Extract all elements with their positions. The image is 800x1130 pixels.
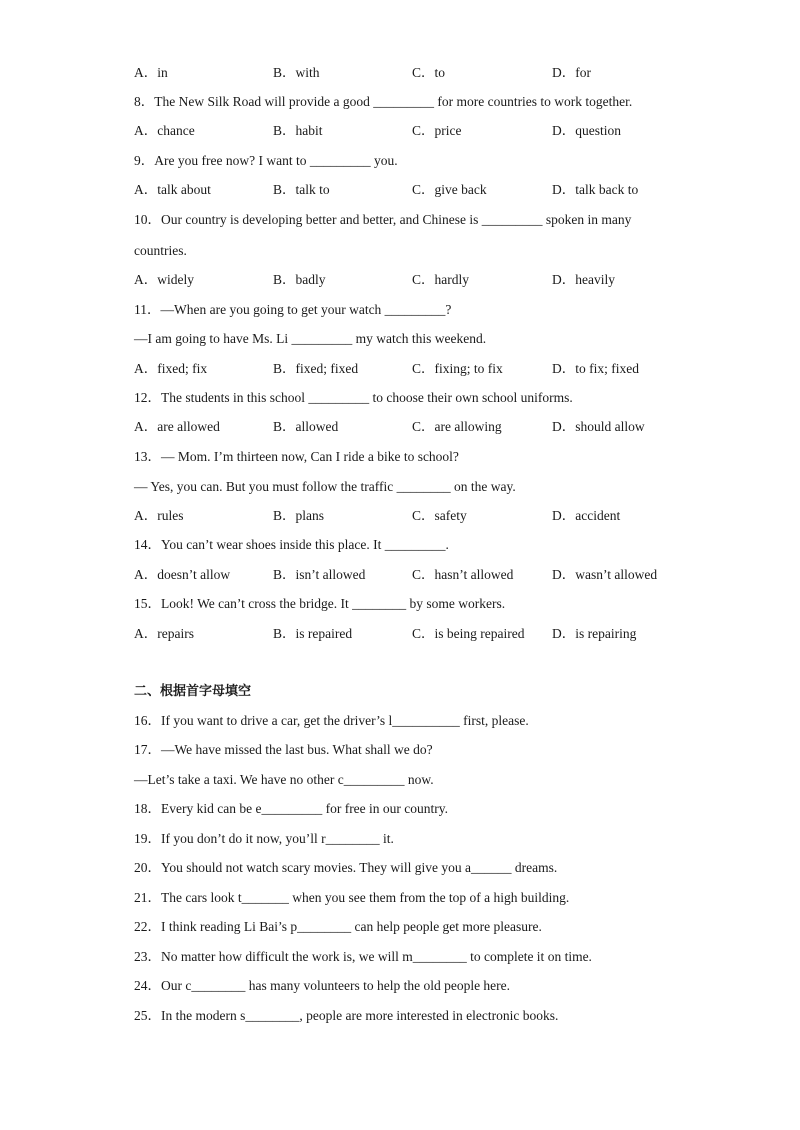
- q15-option-c[interactable]: C．is being repaired: [412, 626, 525, 641]
- q9-option-a[interactable]: A．talk about: [134, 182, 211, 197]
- q25-stem: 25．In the modern s________, people are more interested in electronic books.: [134, 1008, 559, 1023]
- q15-option-d[interactable]: D．is repairing: [552, 626, 637, 641]
- q12-option-b[interactable]: B．allowed: [273, 419, 339, 434]
- q13-option-d[interactable]: D．accident: [552, 508, 621, 523]
- section-2-title: 二、根据首字母填空: [134, 684, 252, 699]
- q18-stem: 18．Every kid can be e_________ for free in our country.: [134, 801, 449, 816]
- q9-option-c[interactable]: C．give back: [412, 182, 487, 197]
- q20-stem: 20．You should not watch scary movies. They will give you a______ dreams.: [134, 860, 558, 875]
- q11-option-c[interactable]: C．fixing; to fix: [412, 361, 503, 376]
- q12-option-c[interactable]: C．are allowing: [412, 419, 502, 434]
- q17-stem: 17．—We have missed the last bus. What shall we do?: [134, 742, 433, 757]
- q12-option-d[interactable]: D．should allow: [552, 419, 645, 434]
- q15-option-b[interactable]: B．is repaired: [273, 626, 353, 641]
- q13-option-a[interactable]: A．rules: [134, 508, 184, 523]
- q10-stem-continued: countries.: [134, 243, 187, 258]
- q11-stem: 11．—When are you going to get your watch _________?: [134, 302, 452, 317]
- q9-stem: 9．Are you free now? I want to _________ you.: [134, 153, 398, 168]
- q11-options: [134, 362, 694, 378]
- q11-option-d[interactable]: D．to fix; fixed: [552, 361, 639, 376]
- q8-options: [134, 124, 694, 140]
- q8-option-c[interactable]: C．price: [412, 123, 462, 138]
- q14-option-a[interactable]: A．doesn’t allow: [134, 567, 231, 582]
- q10-option-a[interactable]: A．widely: [134, 272, 194, 287]
- q10-option-c[interactable]: C．hardly: [412, 272, 469, 287]
- q15-stem: 15．Look! We can’t cross the bridge. It ________ by some workers.: [134, 596, 506, 611]
- q10-options: [134, 273, 694, 289]
- q13-stem-reply: — Yes, you can. But you must follow the traffic ________ on the way.: [134, 479, 516, 494]
- q8-stem: 8．The New Silk Road will provide a good _________ for more countries to work together.: [134, 94, 633, 109]
- q15-options: [134, 627, 694, 643]
- q14-option-b[interactable]: B．isn’t allowed: [273, 567, 366, 582]
- q9-option-d[interactable]: D．talk back to: [552, 182, 639, 197]
- q7-option-a[interactable]: A．in: [134, 65, 168, 80]
- q10-stem: 10．Our country is developing better and better, and Chinese is _________ spoken in many: [134, 212, 632, 227]
- q14-options: [134, 568, 694, 584]
- q11-stem-reply: —I am going to have Ms. Li _________ my watch this weekend.: [134, 331, 487, 346]
- q8-option-a[interactable]: A．chance: [134, 123, 195, 138]
- q14-option-c[interactable]: C．hasn’t allowed: [412, 567, 514, 582]
- q12-option-a[interactable]: A．are allowed: [134, 419, 220, 434]
- q13-stem: 13．— Mom. I’m thirteen now, Can I ride a bike to school?: [134, 449, 459, 464]
- q21-stem: 21．The cars look t_______ when you see them from the top of a high building.: [134, 890, 570, 905]
- q7-options: [134, 66, 694, 82]
- q14-stem: 14．You can’t wear shoes inside this place. It _________.: [134, 537, 449, 552]
- q7-option-b[interactable]: B．with: [273, 65, 320, 80]
- q7-option-d[interactable]: D．for: [552, 65, 591, 80]
- q19-stem: 19．If you don’t do it now, you’ll r________ it.: [134, 831, 394, 846]
- q17-stem-reply: —Let’s take a taxi. We have no other c_________ now.: [134, 772, 434, 787]
- q16-stem: 16．If you want to drive a car, get the driver’s l__________ first, please.: [134, 713, 529, 728]
- q9-options: [134, 183, 694, 199]
- q13-options: [134, 509, 694, 525]
- q12-options: [134, 420, 694, 436]
- q23-stem: 23．No matter how difficult the work is, we will m________ to complete it on time.: [134, 949, 592, 964]
- q12-stem: 12．The students in this school _________ to choose their own school uniforms.: [134, 390, 573, 405]
- q11-option-b[interactable]: B．fixed; fixed: [273, 361, 359, 376]
- q14-option-d[interactable]: D．wasn’t allowed: [552, 567, 658, 582]
- q13-option-c[interactable]: C．safety: [412, 508, 467, 523]
- q10-option-b[interactable]: B．badly: [273, 272, 326, 287]
- q15-option-a[interactable]: A．repairs: [134, 626, 194, 641]
- q24-stem: 24．Our c________ has many volunteers to help the old people here.: [134, 978, 511, 993]
- q11-option-a[interactable]: A．fixed; fix: [134, 361, 208, 376]
- q8-option-b[interactable]: B．habit: [273, 123, 323, 138]
- q22-stem: 22．I think reading Li Bai’s p________ can help people get more pleasure.: [134, 919, 542, 934]
- q8-option-d[interactable]: D．question: [552, 123, 621, 138]
- q13-option-b[interactable]: B．plans: [273, 508, 325, 523]
- q10-option-d[interactable]: D．heavily: [552, 272, 615, 287]
- q9-option-b[interactable]: B．talk to: [273, 182, 330, 197]
- q7-option-c[interactable]: C．to: [412, 65, 446, 80]
